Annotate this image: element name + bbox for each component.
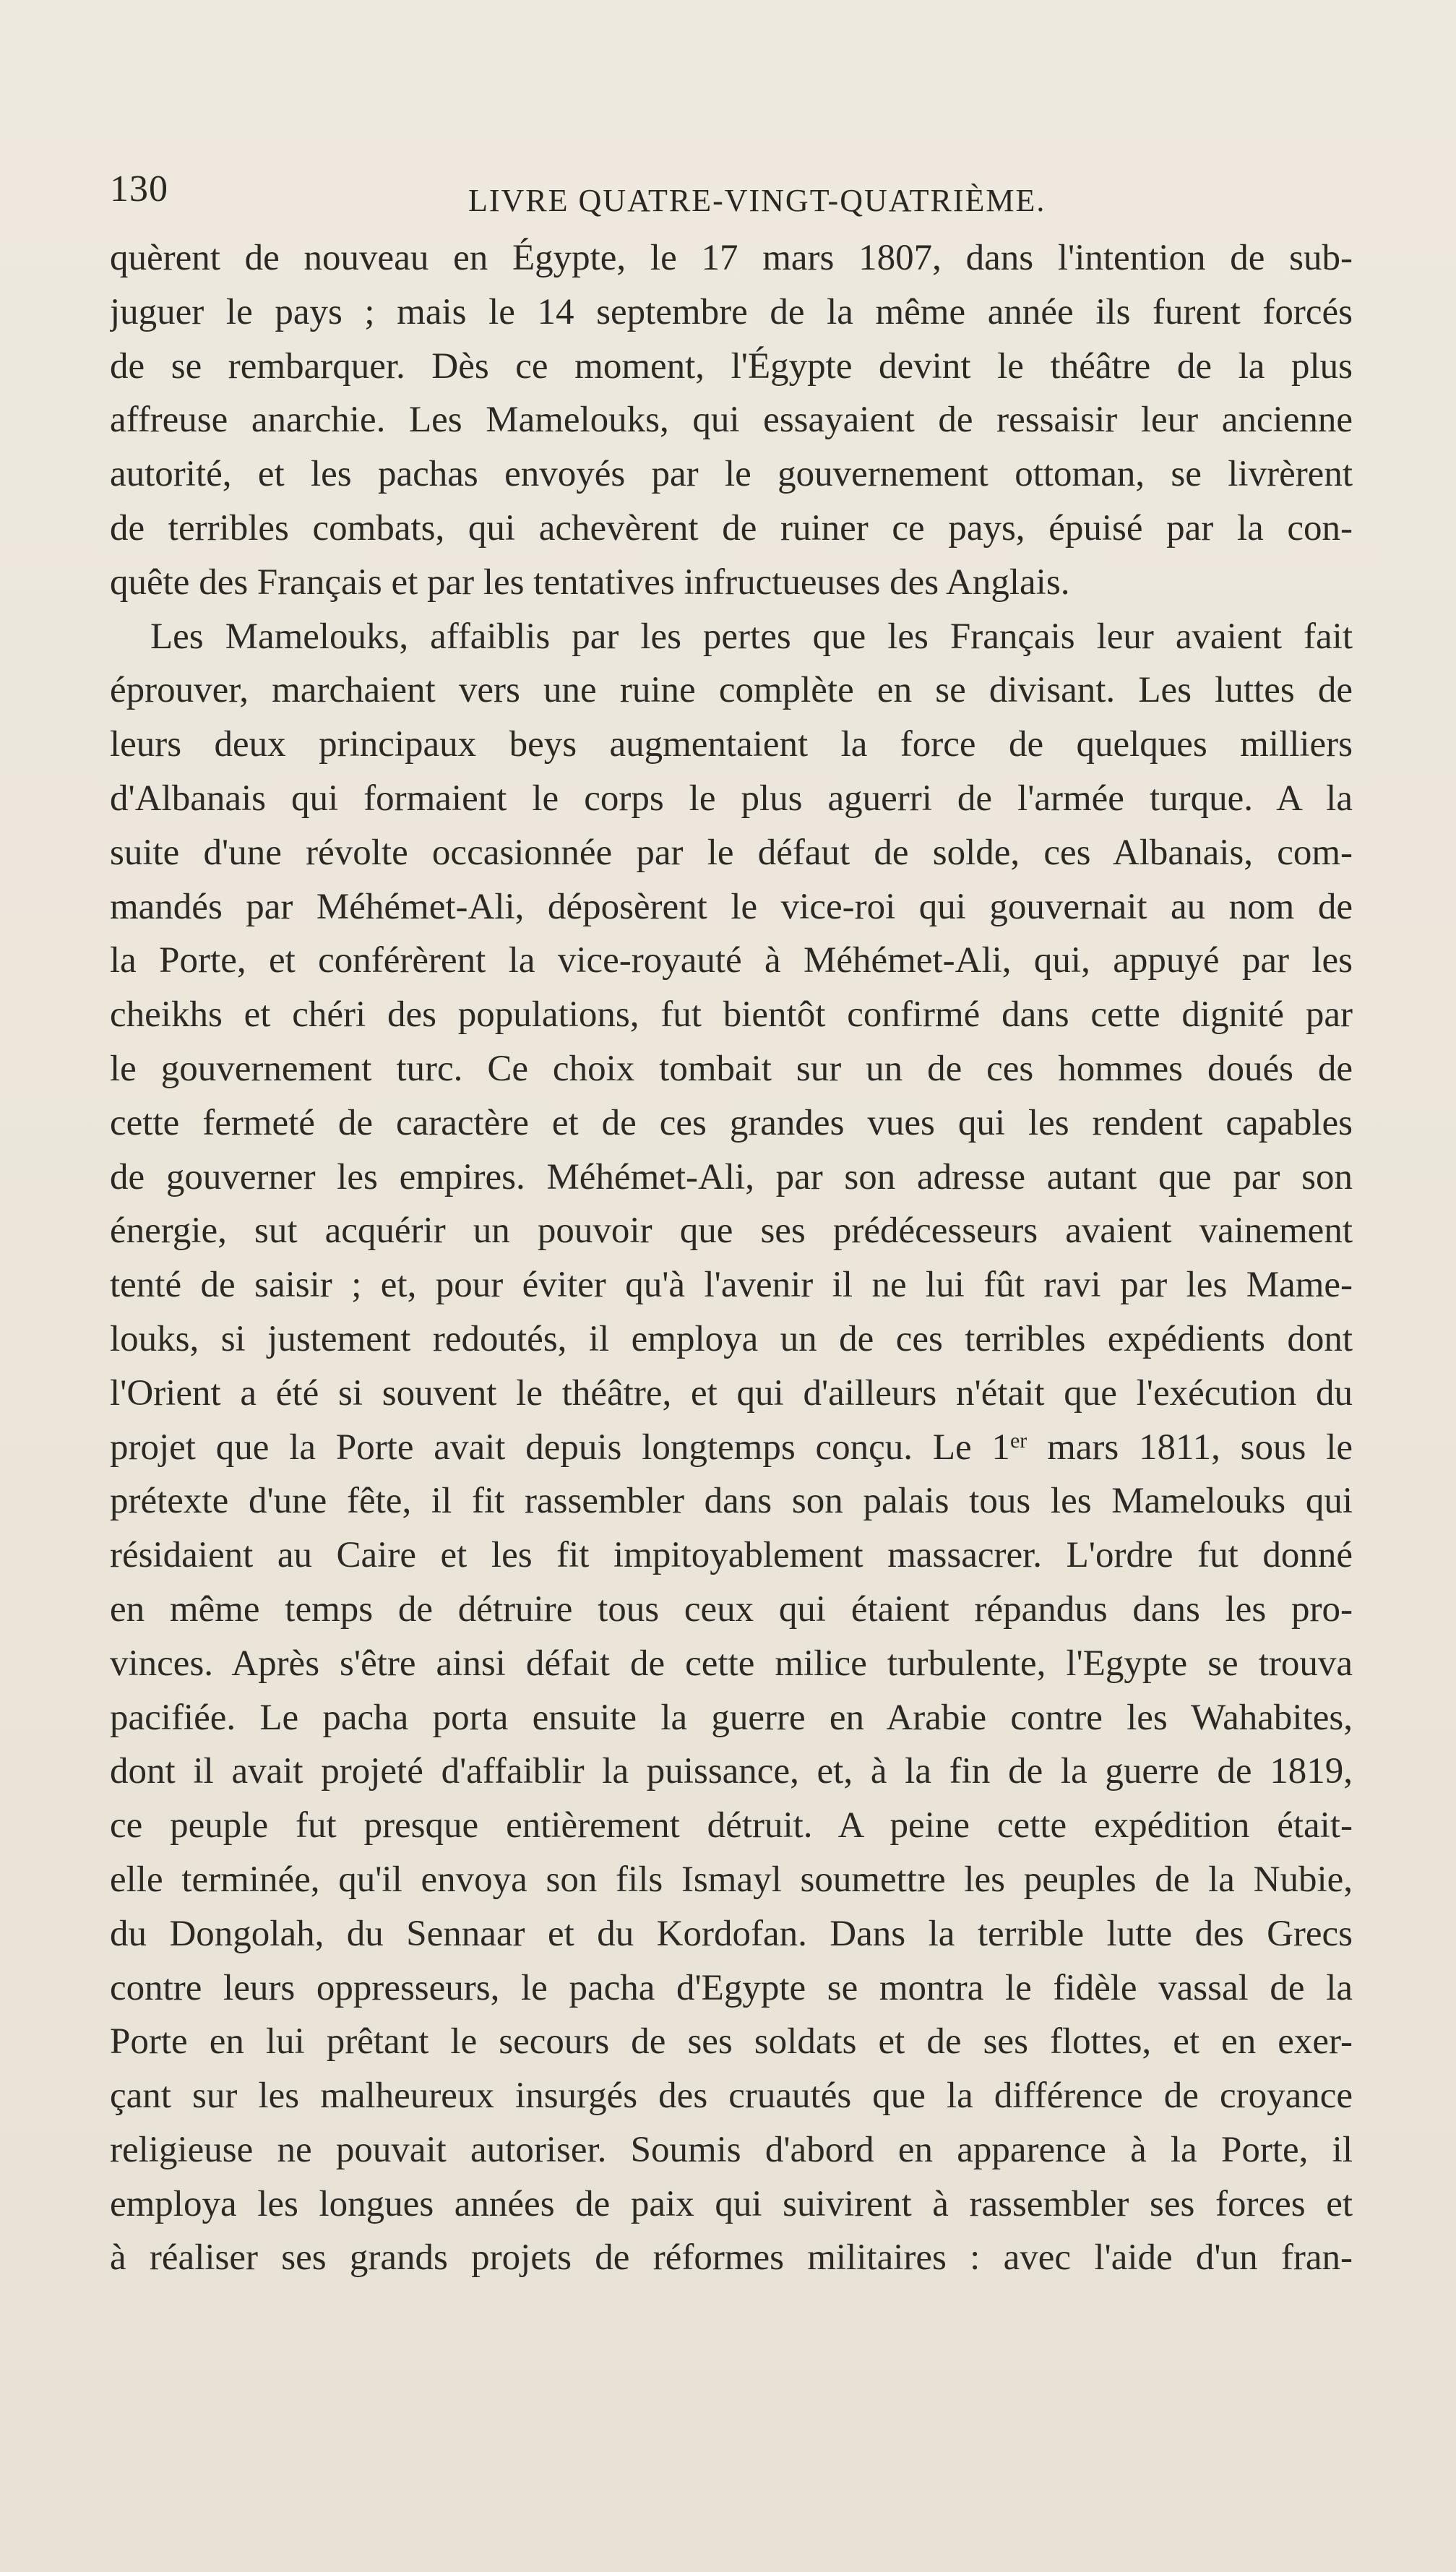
book-title: LIVRE QUATRE-VINGT-QUATRIÈME. [468,183,1046,218]
text-line: tenté de saisir ; et, pour éviter qu'à l'avenir il ne lui fût ravi par les Mame- [110,1265,1353,1306]
text-line: cette fermeté de caractère et de ces grandes vues qui les rendent capables [110,1102,1353,1143]
text-line: religieuse ne pouvait autoriser. Soumis d'abord en apparence à la Porte, il [110,2129,1353,2170]
text-line: pacifiée. Le pacha porta ensuite la guerre en Arabie contre les Wahabites, [110,1697,1353,1738]
text-line: quèrent de nouveau en Égypte, le 17 mars 1807, dans l'intention de sub- [110,238,1353,278]
text-line: prétexte d'une fête, il fit rassembler dans son palais tous les Mamelouks qui [110,1481,1353,1522]
text-line: louks, si justement redoutés, il employa un de ces terribles expédients dont [110,1318,1353,1359]
text-line: ce peuple fut presque entièrement détruit. A peine cette expédition était- [110,1805,1353,1846]
page-number: 130 [110,168,168,210]
text-line: vinces. Après s'être ainsi défait de cette milice turbulente, l'Egypte se trouva [110,1643,1353,1684]
text-line: d'Albanais qui formaient le corps le plus aguerri de l'armée turque. A la [110,778,1353,819]
text-line: cheikhs et chéri des populations, fut bientôt confirmé dans cette dignité par [110,994,1353,1036]
text-line: la Porte, et conférèrent la vice-royauté à Méhémet-Ali, qui, appuyé par les [110,940,1353,981]
running-head [110,168,1353,225]
superscript: er [1009,1428,1028,1453]
body-text [110,231,1353,2285]
text-line: suite d'une révolte occasionnée par le défaut de solde, ces Albanais, com- [110,832,1353,873]
text-line: de se rembarquer. Dès ce moment, l'Égypte devint le théâtre de la plus [110,345,1353,387]
text-line: employa les longues années de paix qui suivirent à rassembler ses forces et [110,2183,1353,2224]
text-line: affreuse anarchie. Les Mamelouks, qui essayaient de ressaisir leur ancienne [110,400,1353,441]
text-line: çant sur les malheureux insurgés des cruautés que la différence de croyance [110,2076,1353,2117]
text-line: en même temps de détruire tous ceux qui étaient répandus dans les pro- [110,1588,1353,1630]
text-line: éprouver, marchaient vers une ruine complète en se divisant. Les luttes de [110,670,1353,711]
text-line: quête des Français et par les tentatives infructueuses des Anglais. [110,562,1070,603]
text-line: du Dongolah, du Sennaar et du Kordofan. Dans la terrible lutte des Grecs [110,1913,1353,1954]
text-line: leurs deux principaux beys augmentaient la force de quelques milliers [110,724,1353,765]
text-line: juguer le pays ; mais le 14 septembre de la même année ils furent forcés [110,291,1353,332]
text-line: contre leurs oppresseurs, le pacha d'Egypte se montra le fidèle vassal de la [110,1967,1353,2008]
text-line: Les Mamelouks, affaiblis par les pertes que les Français leur avaient fait [150,616,1353,657]
text-line: autorité, et les pachas envoyés par le gouvernement ottoman, se livrèrent [110,454,1353,495]
text-line: à réaliser ses grands projets de réformes militaires : avec l'aide d'un fran- [110,2237,1353,2279]
text-line: dont il avait projeté d'affaiblir la puissance, et, à la fin de la guerre de 1819, [110,1751,1353,1792]
text-line: résidaient au Caire et les fit impitoyablement massacrer. L'ordre fut donné [110,1535,1353,1576]
text-line: elle terminée, qu'il envoya son fils Ismayl soumettre les peuples de la Nubie, [110,1859,1353,1900]
text-line: de gouverner les empires. Méhémet-Ali, par son adresse autant que par son [110,1156,1353,1197]
text-line: énergie, sut acquérir un pouvoir que ses prédécesseurs avaient vainement [110,1210,1353,1252]
text-line: l'Orient a été si souvent le théâtre, et qui d'ailleurs n'était que l'exécution du [110,1372,1353,1414]
text-fragment: projet que la Porte avait depuis longtemps conçu. Le 1 [110,1427,1010,1468]
text-line [110,1421,1353,1475]
text-line: de terribles combats, qui achevèrent de ruiner ce pays, épuisé par la con- [110,507,1353,549]
text-line: Porte en lui prêtant le secours de ses soldats et de ses flottes, et en exer- [110,2021,1353,2063]
text-line: le gouvernement turc. Ce choix tombait sur un de ces hommes doués de [110,1048,1353,1089]
text-fragment: mars 1811, sous le [1027,1427,1353,1468]
text-line: mandés par Méhémet-Ali, déposèrent le vice-roi qui gouvernait au nom de [110,886,1353,927]
